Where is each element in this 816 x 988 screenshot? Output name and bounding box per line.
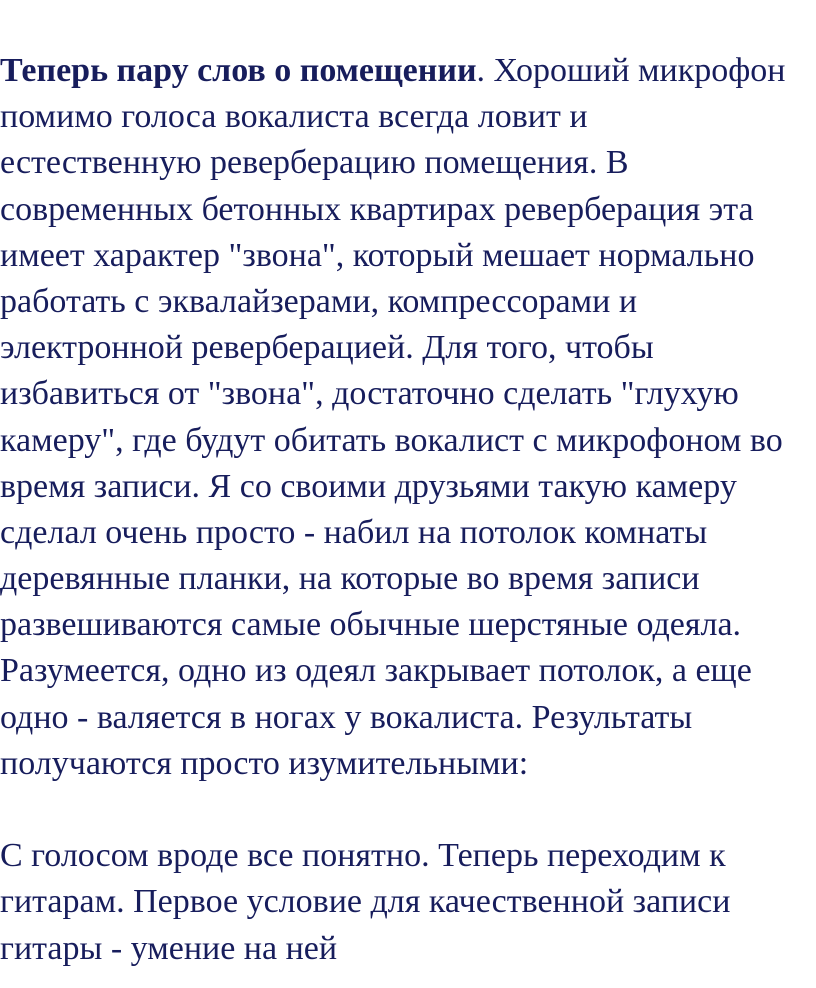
paragraph-1-line: работать с эквалайзерами, компрессорами и (0, 282, 638, 320)
paragraph-2-line: С голосом вроде все понятно. Теперь переходим к (0, 837, 726, 875)
section-heading-inline: Теперь пару слов о помещении (0, 52, 477, 89)
paragraph-1-line: электронной реверберацией. Для того, чтобы (0, 329, 654, 367)
paragraph-1-line-1 (0, 48, 816, 94)
paragraph-1-line-1-text: . Хороший микрофон (476, 52, 786, 89)
paragraph-1-line: избавиться от "звона", достаточно сделать "глухую (0, 375, 739, 413)
paragraph-1-line: имеет характер "звона", который мешает нормально (0, 236, 755, 274)
paragraph-2-line: гитарам. Первое условие для качественной записи (0, 883, 731, 921)
paragraph-1-line: одно - валяется в ногах у вокалиста. Результаты (0, 698, 693, 736)
paragraph-1-line: развешиваются самые обычные шерстяные одеяла. (0, 606, 742, 644)
paragraph-1-line: время записи. Я со своими друзьями такую камеру (0, 467, 737, 505)
paragraph-2-line: гитары - умение на ней (0, 929, 338, 967)
paragraph-1-line: сделал очень просто - набил на потолок комнаты (0, 513, 708, 551)
paragraph-1-line: Разумеется, одно из одеял закрывает потолок, а еще (0, 652, 752, 690)
paragraph-1-line: получаются просто изумительными: (0, 744, 529, 782)
paragraph-1-line: естественную реверберацию помещения. В (0, 144, 629, 182)
paragraph-1-line: современных бетонных квартирах реверберация эта (0, 190, 754, 228)
paragraph-spacer (0, 787, 816, 833)
paragraph-1-line: камеру", где будут обитать вокалист с микрофоном во (0, 421, 783, 459)
document-body (0, 48, 816, 972)
paragraph-1-line: помимо голоса вокалиста всегда ловит и (0, 98, 588, 136)
paragraph-1-line: деревянные планки, на которые во время записи (0, 560, 700, 598)
